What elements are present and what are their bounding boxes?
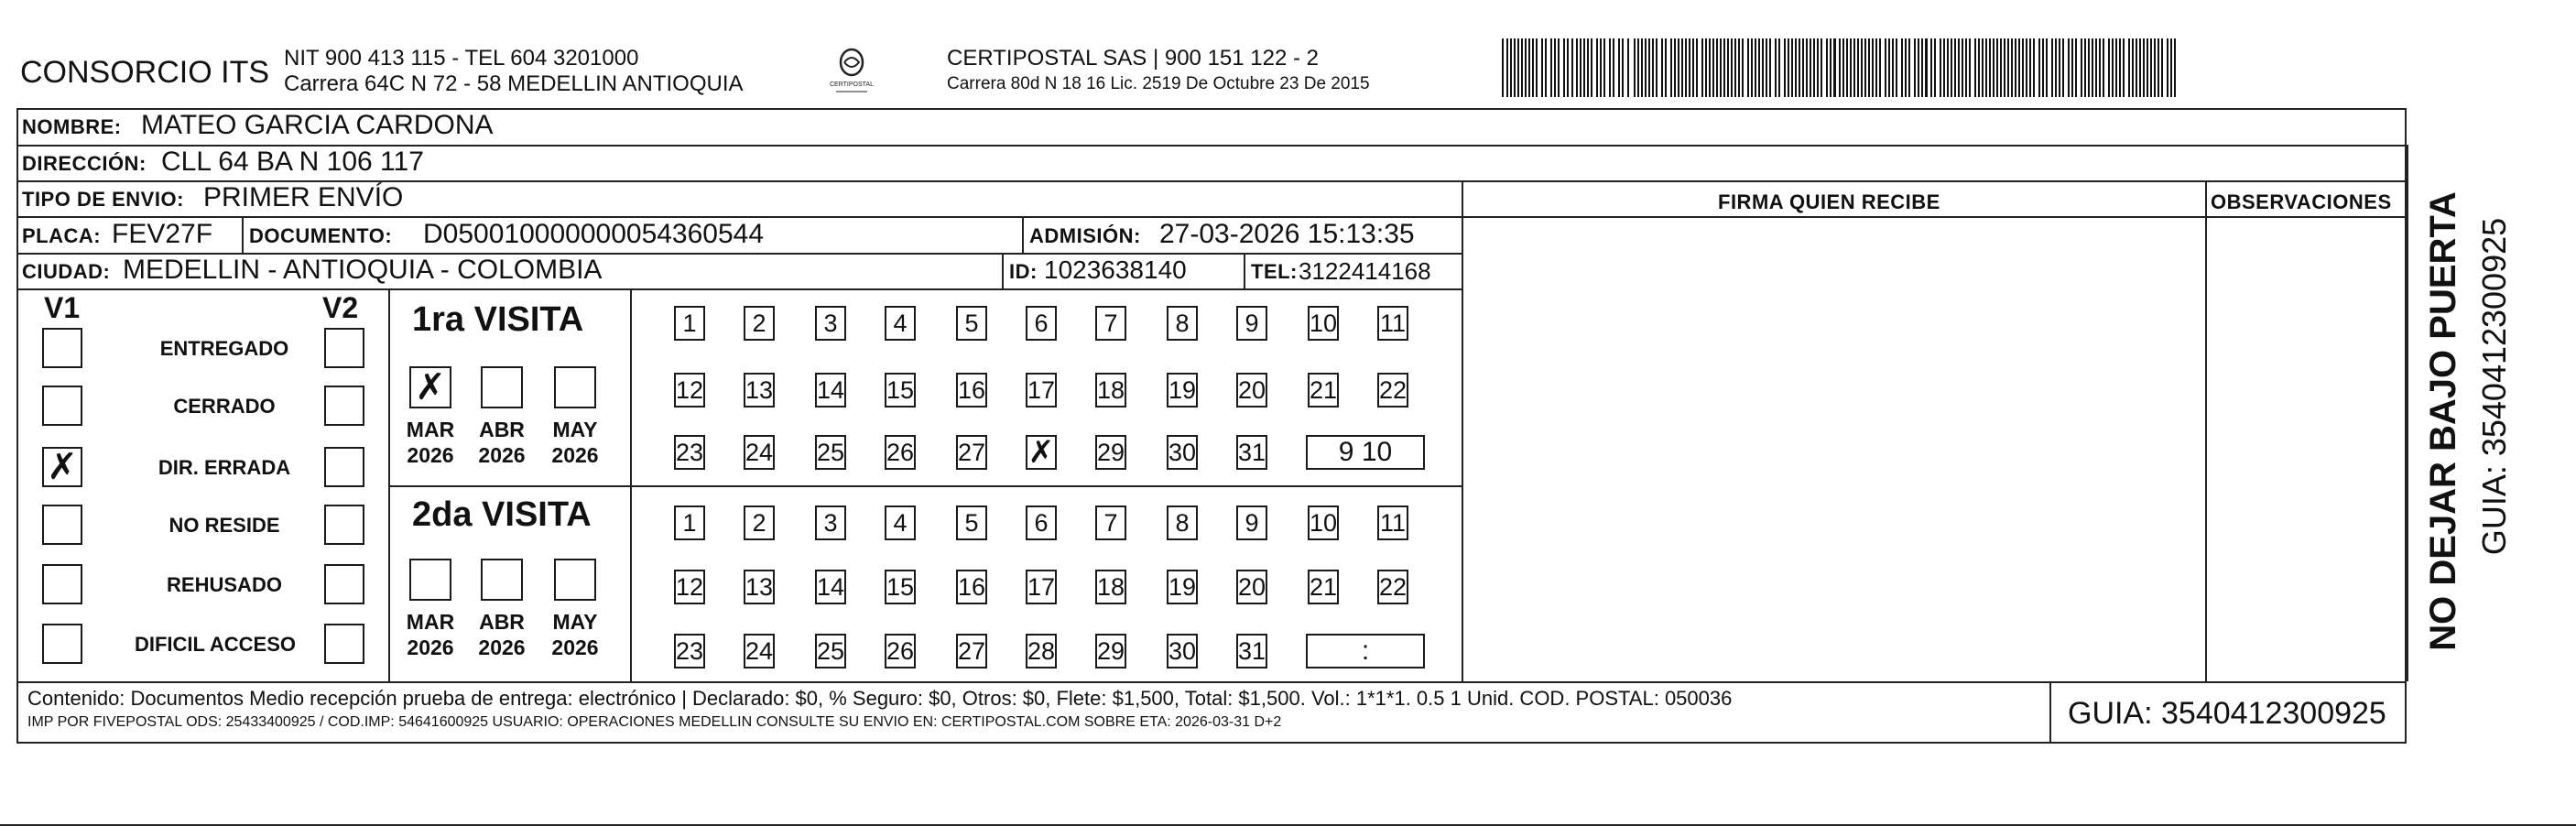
first-day-16[interactable]: 16 [956, 373, 987, 408]
documento-label: DOCUMENTO: [249, 224, 393, 247]
second-day-3[interactable]: 3 [815, 505, 846, 540]
admision-value: 27-03-2026 15:13:35 [1159, 219, 1415, 249]
second-time-box[interactable]: : [1306, 634, 1425, 668]
second-day-28[interactable]: 28 [1026, 634, 1057, 668]
first-day-4[interactable]: 4 [885, 306, 916, 341]
firma-header: FIRMA QUIEN RECIBE [1718, 190, 1940, 213]
v1-checkbox-0[interactable] [42, 328, 82, 368]
certipostal-logo-icon [829, 44, 875, 97]
first-day-27[interactable]: 27 [956, 435, 987, 470]
first-month-box-0[interactable] [409, 366, 451, 408]
first-day-8[interactable]: 8 [1167, 306, 1198, 341]
second-month-box-0[interactable] [409, 559, 451, 601]
status-label-0: ENTREGADO [159, 337, 289, 360]
second-visit-title: 2da VISITA [412, 495, 592, 534]
first-day-9[interactable]: 9 [1236, 306, 1267, 341]
second-month-label-0: MAR [406, 610, 455, 634]
side-warning: NO DEJAR BAJO PUERTA [2423, 191, 2463, 651]
first-day-15[interactable]: 15 [885, 373, 916, 408]
first-day-29[interactable]: 29 [1095, 435, 1126, 470]
first-month-label-0: MAR [406, 418, 455, 441]
second-month-label-1: ABR [479, 610, 525, 634]
v2-checkbox-5[interactable] [324, 624, 364, 664]
status-label-4: REHUSADO [167, 573, 282, 596]
nombre-value: MATEO GARCIA CARDONA [141, 110, 494, 140]
first-day-18[interactable]: 18 [1095, 373, 1126, 408]
second-day-27[interactable]: 27 [956, 634, 987, 668]
id-value: 1023638140 [1044, 255, 1187, 284]
tel-value: 3122414168 [1299, 257, 1431, 285]
status-label-2: DIR. ERRADA [158, 456, 291, 479]
address-line: Carrera 64C N 72 - 58 MEDELLIN ANTIOQUIA [284, 71, 744, 96]
first-day-5[interactable]: 5 [956, 306, 987, 341]
admision-label: ADMISIÓN: [1029, 224, 1141, 247]
first-day-23[interactable]: 23 [674, 435, 705, 470]
tipo-envio-label: TIPO DE ENVIO: [22, 188, 184, 211]
direccion-label: DIRECCIÓN: [22, 152, 147, 175]
first-month-box-2[interactable] [554, 366, 596, 408]
second-day-25[interactable]: 25 [815, 634, 846, 668]
first-day-2[interactable]: 2 [744, 306, 775, 341]
second-day-18[interactable]: 18 [1095, 570, 1126, 604]
first-visit-title: 1ra VISITA [412, 300, 584, 339]
x-mark-icon: ✗ [415, 366, 446, 408]
first-day-26[interactable]: 26 [885, 435, 916, 470]
second-day-20[interactable]: 20 [1236, 570, 1267, 604]
second-day-15[interactable]: 15 [885, 570, 916, 604]
imp-line: IMP POR FIVEPOSTAL ODS: 25433400925 / COD.IMP: 54641600925 USUARIO: OPERACIONES MEDELLIN CONSULTE SU ENVIO EN: CERTIPOSTAL.COM SOBRE ETA: 2026-03-31 D+2 [27, 714, 1282, 730]
first-day-1[interactable]: 1 [674, 306, 705, 341]
v1-checkbox-4[interactable] [42, 564, 82, 604]
ciudad-label: CIUDAD: [22, 260, 111, 283]
first-day-12[interactable]: 12 [674, 373, 705, 408]
second-day-2[interactable]: 2 [744, 505, 775, 540]
direccion-value: CLL 64 BA N 106 117 [161, 147, 424, 177]
partner-line2: Carrera 80d N 18 16 Lic. 2519 De Octubre 23 De 2015 [947, 74, 1370, 93]
second-month-year-2: 2026 [551, 636, 599, 659]
first-day-21[interactable]: 21 [1308, 373, 1339, 408]
second-day-23[interactable]: 23 [674, 634, 705, 668]
first-day-17[interactable]: 17 [1026, 373, 1057, 408]
first-day-20[interactable]: 20 [1236, 373, 1267, 408]
first-month-year-0: 2026 [407, 443, 454, 467]
first-day-30[interactable]: 30 [1167, 435, 1198, 470]
v1-checkbox-2[interactable] [42, 447, 82, 487]
tipo-envio-value: PRIMER ENVÍO [203, 182, 404, 212]
first-day-13[interactable]: 13 [744, 373, 775, 408]
second-day-1[interactable]: 1 [674, 505, 705, 540]
second-month-year-0: 2026 [407, 636, 454, 659]
second-day-11[interactable]: 11 [1377, 505, 1408, 540]
first-day-25[interactable]: 25 [815, 435, 846, 470]
second-month-box-2[interactable] [554, 559, 596, 601]
tel-label: TEL: [1251, 260, 1298, 283]
status-label-3: NO RESIDE [168, 514, 280, 537]
first-day-31[interactable]: 31 [1236, 435, 1267, 470]
status-label-5: DIFICIL ACCESO [134, 633, 296, 656]
first-day-19[interactable]: 19 [1167, 373, 1198, 408]
second-day-30[interactable]: 30 [1167, 634, 1198, 668]
placa-label: PLACA: [22, 224, 102, 247]
id-label: ID: [1009, 260, 1038, 283]
first-month-label-2: MAY [552, 418, 598, 441]
nit-line: NIT 900 413 115 - TEL 604 3201000 [284, 46, 639, 71]
v2-checkbox-3[interactable] [324, 505, 364, 545]
v2-checkbox-2[interactable] [324, 447, 364, 487]
first-time-box[interactable]: 9 10 [1306, 435, 1425, 470]
x-mark-icon: ✗ [47, 446, 78, 488]
first-month-year-1: 2026 [478, 443, 526, 467]
first-day-28[interactable] [1026, 435, 1057, 470]
second-day-10[interactable]: 10 [1308, 505, 1339, 540]
second-month-box-1[interactable] [481, 559, 523, 601]
second-day-26[interactable]: 26 [885, 634, 916, 668]
status-label-1: CERRADO [173, 395, 276, 418]
first-day-22[interactable]: 22 [1377, 373, 1408, 408]
first-month-box-1[interactable] [481, 366, 523, 408]
second-day-9[interactable]: 9 [1236, 505, 1267, 540]
v1-checkbox-3[interactable] [42, 505, 82, 545]
second-day-19[interactable]: 19 [1167, 570, 1198, 604]
second-day-16[interactable]: 16 [956, 570, 987, 604]
v2-label: V2 [322, 291, 359, 324]
v2-checkbox-4[interactable] [324, 564, 364, 604]
placa-value: FEV27F [112, 219, 213, 249]
second-day-8[interactable]: 8 [1167, 505, 1198, 540]
first-day-24[interactable]: 24 [744, 435, 775, 470]
second-day-14[interactable]: 14 [815, 570, 846, 604]
second-month-year-1: 2026 [478, 636, 526, 659]
observaciones-header: OBSERVACIONES [2211, 190, 2392, 213]
second-day-24[interactable]: 24 [744, 634, 775, 668]
second-day-12[interactable]: 12 [674, 570, 705, 604]
second-day-4[interactable]: 4 [885, 505, 916, 540]
first-month-label-1: ABR [479, 418, 525, 441]
v2-checkbox-1[interactable] [324, 386, 364, 426]
second-day-7[interactable]: 7 [1095, 505, 1126, 540]
second-month-label-2: MAY [552, 610, 598, 634]
v1-label: V1 [44, 291, 81, 324]
first-day-3[interactable]: 3 [815, 306, 846, 341]
documento-value: D050010000000054360544 [423, 219, 765, 249]
second-day-6[interactable]: 6 [1026, 505, 1057, 540]
x-mark-icon: ✗ [1027, 434, 1055, 471]
svg-text:CERTIPOSTAL: CERTIPOSTAL [830, 82, 874, 88]
second-day-31[interactable]: 31 [1236, 634, 1267, 668]
barcode-icon [1502, 38, 2184, 97]
second-day-5[interactable]: 5 [956, 505, 987, 540]
footer-guia: GUIA: 3540412300925 [2068, 696, 2386, 731]
second-day-17[interactable]: 17 [1026, 570, 1057, 604]
nombre-label: NOMBRE: [22, 115, 122, 138]
content-line: Contenido: Documentos Medio recepción prueba de entrega: electrónico | Declarado: $0, % Seguro: $0, Otros: $0, Flete: $1,500, Total: $1,500. Vol.: 1*1*1. 0.5 1 Unid. COD. POSTAL: 050036 [27, 687, 1733, 710]
first-day-7[interactable]: 7 [1095, 306, 1126, 341]
company-name: CONSORCIO ITS [20, 55, 270, 90]
v1-checkbox-5[interactable] [42, 624, 82, 664]
first-day-10[interactable]: 10 [1308, 306, 1339, 341]
second-day-21[interactable]: 21 [1308, 570, 1339, 604]
partner-line1: CERTIPOSTAL SAS | 900 151 122 - 2 [947, 46, 1319, 71]
second-day-13[interactable]: 13 [744, 570, 775, 604]
second-day-29[interactable]: 29 [1095, 634, 1126, 668]
first-month-year-2: 2026 [551, 443, 599, 467]
second-day-22[interactable]: 22 [1377, 570, 1408, 604]
ciudad-value: MEDELLIN - ANTIOQUIA - COLOMBIA [123, 255, 603, 285]
v2-checkbox-0[interactable] [324, 328, 364, 368]
first-day-14[interactable]: 14 [815, 373, 846, 408]
first-day-6[interactable]: 6 [1026, 306, 1057, 341]
side-guia: GUIA: 3540412300925 [2475, 217, 2513, 556]
v1-checkbox-1[interactable] [42, 386, 82, 426]
first-day-11[interactable]: 11 [1377, 306, 1408, 341]
